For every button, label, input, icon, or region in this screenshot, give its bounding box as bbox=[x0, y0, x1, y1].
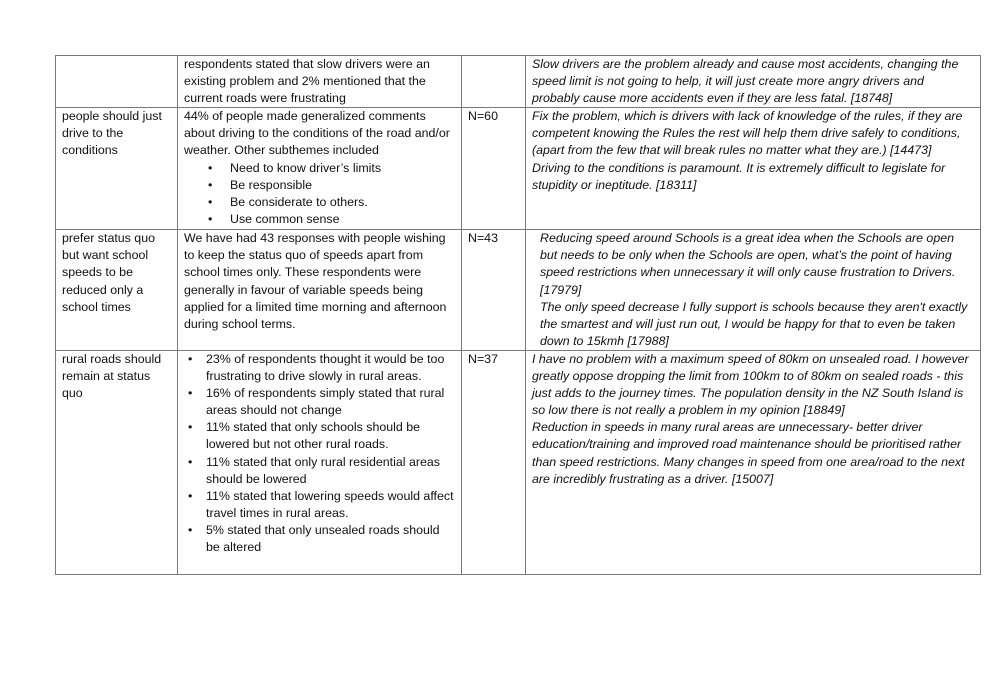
stats-list bbox=[184, 351, 455, 556]
list-item: • 11% stated that only schools should be lowered but not other rural roads. bbox=[184, 419, 455, 453]
list-item: • 16% of respondents simply stated that rural areas should not change bbox=[184, 385, 455, 419]
list-item: • Be responsible bbox=[184, 177, 455, 194]
table-row bbox=[56, 350, 981, 574]
list-item: • 11% stated that lowering speeds would affect travel times in rural areas. bbox=[184, 488, 455, 522]
subtheme-list bbox=[184, 160, 455, 228]
quote-text: The only speed decrease I fully support is schools because they aren't exactly the smartest and will just run out, I would be happy for that to even be taken down to 15kmh [17988] bbox=[540, 299, 968, 348]
quote-text: Reducing speed around Schools is a great idea when the Schools are open but needs to be only when the Schools are open, what’s the point of having speed restrictions when unnecessary it will only cause frustration to Drivers. [17979] bbox=[540, 231, 956, 297]
summary-text: 44% of people made generalized comments about driving to the conditions of the road and/or weather. Other subthemes included bbox=[184, 109, 450, 158]
quote-text: Fix the problem, which is drivers with lack of knowledge of the rules, if they are competent knowing the Rules the rest will help them drive safely to conditions, (apart from the few that will break rules no matter what they are.) [14473] bbox=[532, 109, 963, 158]
list-item: • 5% stated that only unsealed roads should be altered bbox=[184, 522, 455, 556]
count-cell bbox=[462, 56, 526, 108]
quote-cell bbox=[526, 350, 981, 574]
summary-cell: respondents stated that slow drivers were an existing problem and 2% mentioned that the current roads were frustrating bbox=[178, 56, 462, 108]
summary-cell: We have had 43 responses with people wishing to keep the status quo of speeds apart from school times only. These respondents were generally in favour of variable speeds being applied for a limited time morning and afternoon during school terms. bbox=[178, 230, 462, 351]
feedback-table bbox=[55, 55, 981, 575]
quote-cell bbox=[526, 56, 981, 108]
quote-text: Slow drivers are the problem already and cause most accidents, changing the speed limit is not going to help, it will just create more angry drivers and probably cause more accidents even if they are less fatal. [18748] bbox=[532, 57, 959, 106]
quote-cell bbox=[526, 108, 981, 230]
quote-cell bbox=[526, 230, 981, 351]
list-item: • 23% of respondents thought it would be too frustrating to drive slowly in rural areas. bbox=[184, 351, 455, 385]
quote-text: Driving to the conditions is paramount. It is extremely difficult to legislate for stupidity or ineptitude. [18311] bbox=[532, 160, 946, 192]
theme-cell: people should just drive to the conditions bbox=[56, 108, 178, 230]
summary-cell bbox=[178, 350, 462, 574]
list-item: • Need to know driver’s limits bbox=[184, 160, 455, 177]
summary-cell bbox=[178, 108, 462, 230]
theme-cell: rural roads should remain at status quo bbox=[56, 350, 178, 574]
theme-cell bbox=[56, 56, 178, 108]
count-cell: N=37 bbox=[462, 350, 526, 574]
quote-text: I have no problem with a maximum speed of 80km on unsealed road. I however greatly oppose dropping the limit from 100km to of 80km on sealed roads - this just adds to the journey times. The population density in the NZ South Island is so low there is not really a problem in my opinion [18849] bbox=[532, 351, 969, 418]
table-row bbox=[56, 230, 981, 351]
list-item: • 11% stated that only rural residential areas should be lowered bbox=[184, 454, 455, 488]
theme-cell: prefer status quo but want school speeds to be reduced only a school times bbox=[56, 230, 178, 351]
list-item: • Use common sense bbox=[184, 211, 455, 228]
count-cell: N=60 bbox=[462, 108, 526, 230]
quote-text: Reduction in speeds in many rural areas are unnecessary- better driver education/training and improved road maintenance should be prioritised rather than speed restrictions. Many changes in speed from one area/road to the next are incredibly frustrating as a driver. [15007] bbox=[532, 420, 965, 486]
list-item: • Be considerate to others. bbox=[184, 194, 455, 211]
table-row bbox=[56, 56, 981, 108]
count-cell: N=43 bbox=[462, 230, 526, 351]
table-row bbox=[56, 108, 981, 230]
